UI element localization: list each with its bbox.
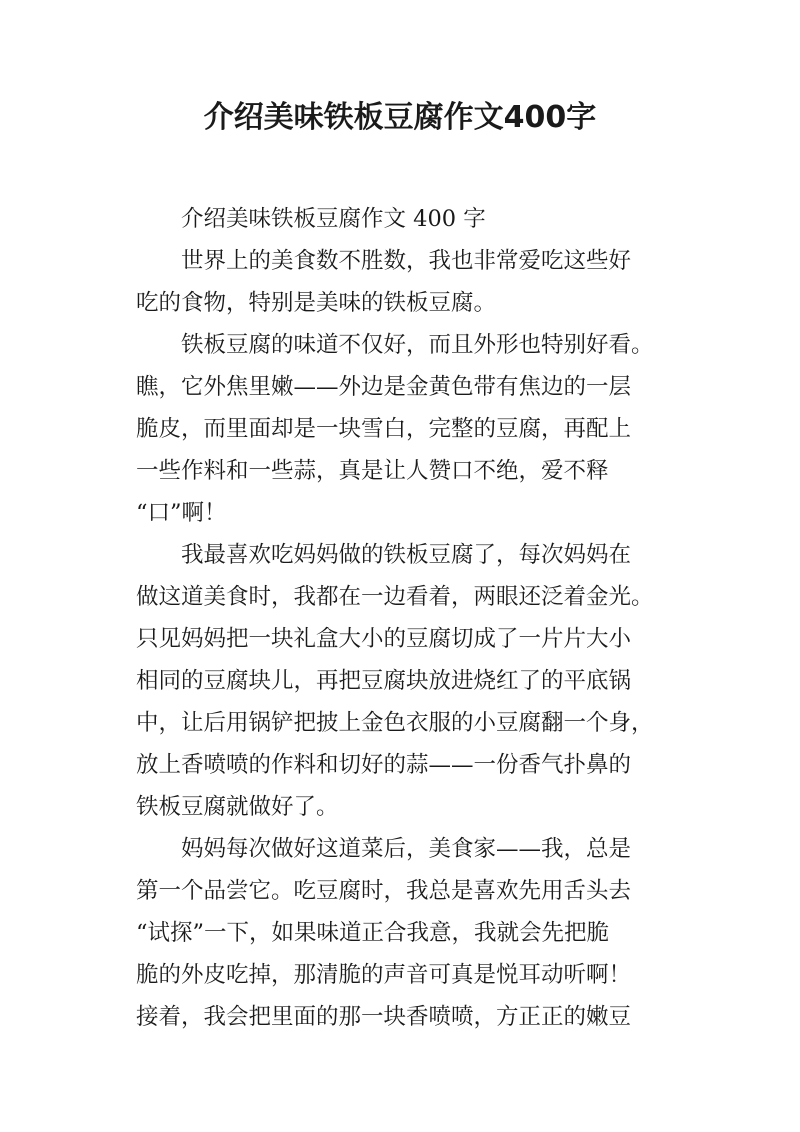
body-line: 只见妈妈把一块礼盒大小的豆腐切成了一片片大小 xyxy=(136,626,632,652)
body-line: “口”啊！ xyxy=(136,500,227,526)
body-line: 脆皮，而里面却是一块雪白，完整的豆腐，再配上 xyxy=(136,416,632,442)
body-line: 介绍美味铁板豆腐作文 400 字 xyxy=(181,206,486,232)
body-line: 世界上的美食数不胜数，我也非常爱吃这些好 xyxy=(181,248,632,274)
body-line: 一些作料和一些蒜，真是让人赞口不绝，爱不释 xyxy=(136,458,609,484)
document-body xyxy=(136,198,676,1038)
body-line: 脆的外皮吃掉，那清脆的声音可真是悦耳动听啊！ xyxy=(136,962,632,988)
body-line: 相同的豆腐块儿，再把豆腐块放进烧红了的平底锅 xyxy=(136,668,632,694)
body-line: 放上香喷喷的作料和切好的蒜——一份香气扑鼻的 xyxy=(136,752,632,778)
body-line: 我最喜欢吃妈妈做的铁板豆腐了，每次妈妈在 xyxy=(181,542,632,568)
body-line: 吃的食物，特别是美味的铁板豆腐。 xyxy=(136,290,497,316)
body-line: 铁板豆腐就做好了。 xyxy=(136,794,339,820)
document-title: 介绍美味铁板豆腐作文400字 xyxy=(203,100,597,135)
body-line: 中，让后用锅铲把披上金色衣服的小豆腐翻一个身， xyxy=(136,710,654,736)
body-line: 铁板豆腐的味道不仅好，而且外形也特别好看。 xyxy=(181,332,654,358)
body-line: 第一个品尝它。吃豆腐时，我总是喜欢先用舌头去 xyxy=(136,878,632,904)
body-line: 做这道美食时，我都在一边看着，两眼还泛着金光。 xyxy=(136,584,654,610)
body-line: 接着，我会把里面的那一块香喷喷，方正正的嫩豆 xyxy=(136,1004,632,1030)
body-line: “试探”一下，如果味道正合我意，我就会先把脆 xyxy=(136,920,610,946)
body-line: 妈妈每次做好这道菜后，美食家——我，总是 xyxy=(181,836,632,862)
body-line: 瞧，它外焦里嫩——外边是金黄色带有焦边的一层 xyxy=(136,374,632,400)
